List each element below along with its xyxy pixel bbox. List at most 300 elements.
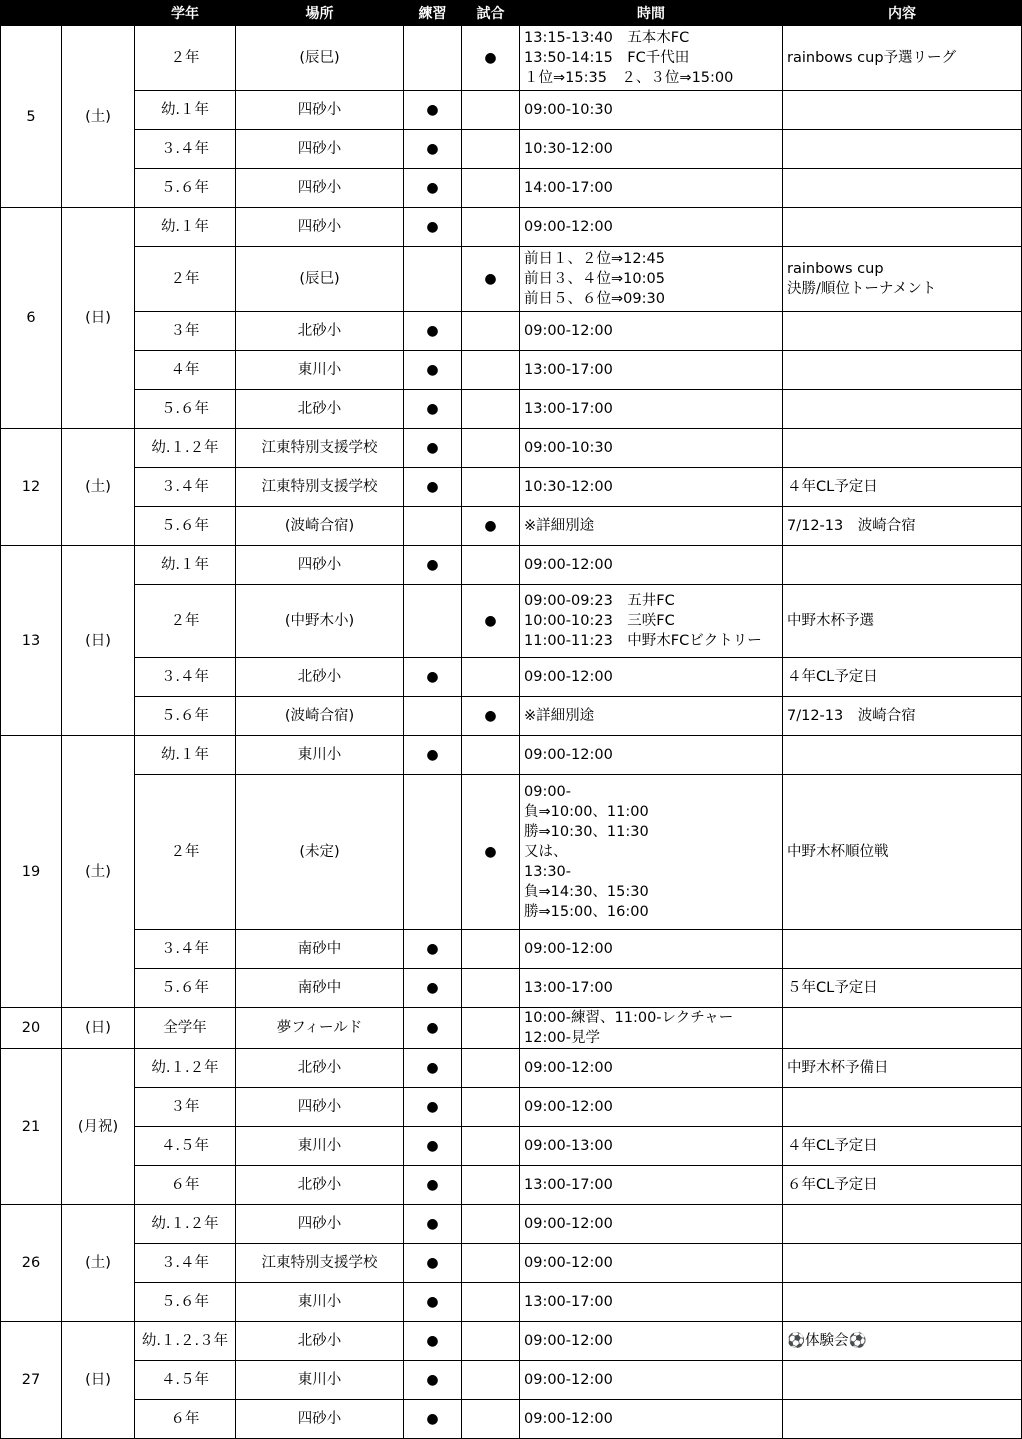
practice-cell: ● <box>404 1127 462 1166</box>
table-row <box>1 26 1022 91</box>
time-line: 09:00- <box>524 784 572 800</box>
grade-cell: ２年 <box>135 775 236 930</box>
table-row <box>1 1400 1022 1439</box>
time-cell <box>520 1166 783 1205</box>
place-cell: 東川小 <box>236 1361 404 1400</box>
time-line: 勝⇒10:30、11:30 <box>524 824 649 840</box>
time-line: 14:00-17:00 <box>524 180 613 196</box>
date-cell: 6 <box>1 208 62 429</box>
time-line: 09:00-12:00 <box>524 219 613 235</box>
time-line: 09:00-12:00 <box>524 747 613 763</box>
table-row <box>1 1361 1022 1400</box>
note-cell <box>783 169 1022 208</box>
grade-cell: ５.６年 <box>135 697 236 736</box>
match-cell <box>462 208 520 247</box>
grade-cell: ２年 <box>135 247 236 312</box>
match-cell <box>462 1008 520 1049</box>
grade-cell: ３.４年 <box>135 130 236 169</box>
weekday-cell: (日) <box>62 208 135 429</box>
note-line: ５年CL予定日 <box>787 980 878 996</box>
grade-cell: ６年 <box>135 1400 236 1439</box>
time-cell <box>520 26 783 91</box>
weekday-cell: (土) <box>62 736 135 1008</box>
note-cell <box>783 1205 1022 1244</box>
time-cell <box>520 736 783 775</box>
grade-cell: ５.６年 <box>135 969 236 1008</box>
practice-cell <box>404 775 462 930</box>
grade-cell: ３.４年 <box>135 1244 236 1283</box>
match-cell <box>462 1205 520 1244</box>
practice-cell: ● <box>404 1322 462 1361</box>
practice-cell: ● <box>404 1088 462 1127</box>
grade-cell: ３.４年 <box>135 930 236 969</box>
note-cell <box>783 351 1022 390</box>
place-cell: 北砂小 <box>236 312 404 351</box>
weekday-cell: (日) <box>62 1008 135 1049</box>
table-row <box>1 130 1022 169</box>
weekday-cell: (日) <box>62 546 135 736</box>
time-line: ※詳細別途 <box>524 708 595 724</box>
note-line: ４年CL予定日 <box>787 479 878 495</box>
practice-cell: ● <box>404 1244 462 1283</box>
time-line: 又は、 <box>524 844 568 860</box>
place-cell: (中野木小) <box>236 585 404 658</box>
grade-cell: ４.５年 <box>135 1127 236 1166</box>
table-row <box>1 736 1022 775</box>
header-match: 試合 <box>462 1 520 26</box>
time-cell <box>520 1283 783 1322</box>
table-row <box>1 697 1022 736</box>
place-cell: 江東特別支援学校 <box>236 429 404 468</box>
time-line: 10:30-12:00 <box>524 141 613 157</box>
place-cell: 四砂小 <box>236 208 404 247</box>
practice-cell: ● <box>404 130 462 169</box>
grade-cell: ４年 <box>135 351 236 390</box>
note-cell <box>783 1361 1022 1400</box>
practice-cell: ● <box>404 969 462 1008</box>
place-cell: 東川小 <box>236 351 404 390</box>
time-cell <box>520 312 783 351</box>
grade-cell: 幼.１.２年 <box>135 1205 236 1244</box>
place-cell: 四砂小 <box>236 169 404 208</box>
table-row <box>1 1322 1022 1361</box>
note-cell <box>783 1166 1022 1205</box>
time-line: 09:00-10:30 <box>524 102 613 118</box>
place-cell: 四砂小 <box>236 1205 404 1244</box>
time-cell <box>520 930 783 969</box>
grade-cell: ４.５年 <box>135 1361 236 1400</box>
time-line: 09:00-12:00 <box>524 1060 613 1076</box>
match-cell <box>462 736 520 775</box>
practice-cell: ● <box>404 658 462 697</box>
time-cell <box>520 697 783 736</box>
place-cell: 南砂中 <box>236 930 404 969</box>
match-cell <box>462 1400 520 1439</box>
note-line: ６年CL予定日 <box>787 1177 878 1193</box>
grade-cell: ５.６年 <box>135 507 236 546</box>
time-line: 09:00-12:00 <box>524 941 613 957</box>
weekday-cell: (土) <box>62 1205 135 1322</box>
match-cell <box>462 429 520 468</box>
note-line: 中野木杯予備日 <box>787 1060 889 1076</box>
weekday-cell: (月祝) <box>62 1049 135 1205</box>
time-line: 前日５、６位⇒09:30 <box>524 291 665 307</box>
time-cell <box>520 91 783 130</box>
place-cell: (辰巳) <box>236 247 404 312</box>
weekday-cell: (土) <box>62 26 135 208</box>
match-cell <box>462 1244 520 1283</box>
time-line: 09:00-12:00 <box>524 1216 613 1232</box>
grade-cell: ５.６年 <box>135 169 236 208</box>
header-place: 場所 <box>236 1 404 26</box>
time-cell <box>520 1244 783 1283</box>
time-cell <box>520 969 783 1008</box>
time-line: 13:00-17:00 <box>524 401 613 417</box>
note-cell <box>783 312 1022 351</box>
grade-cell: 全学年 <box>135 1008 236 1049</box>
place-cell: 東川小 <box>236 736 404 775</box>
table-row <box>1 1244 1022 1283</box>
date-cell: 20 <box>1 1008 62 1049</box>
match-cell <box>462 658 520 697</box>
header-practice: 練習 <box>404 1 462 26</box>
place-cell: 南砂中 <box>236 969 404 1008</box>
note-cell <box>783 775 1022 930</box>
time-line: 13:00-17:00 <box>524 362 613 378</box>
note-cell <box>783 969 1022 1008</box>
time-cell <box>520 1205 783 1244</box>
time-line: 12:00-見学 <box>524 1030 601 1046</box>
match-cell: ● <box>462 26 520 91</box>
time-line: 09:00-13:00 <box>524 1138 613 1154</box>
time-line: 勝⇒15:00、16:00 <box>524 904 649 920</box>
grade-cell: ２年 <box>135 585 236 658</box>
note-line: 中野木杯順位戦 <box>787 844 889 860</box>
note-cell <box>783 930 1022 969</box>
match-cell: ● <box>462 585 520 658</box>
note-cell <box>783 736 1022 775</box>
time-line: 11:00-11:23 中野木FCビクトリー <box>524 633 762 649</box>
table-row <box>1 169 1022 208</box>
place-cell: 四砂小 <box>236 91 404 130</box>
date-cell: 26 <box>1 1205 62 1322</box>
note-line: ４年CL予定日 <box>787 1138 878 1154</box>
table-row <box>1 390 1022 429</box>
practice-cell <box>404 585 462 658</box>
time-line: １位⇒15:35 ２、３位⇒15:00 <box>524 70 734 86</box>
time-line: 09:00-12:00 <box>524 1099 613 1115</box>
practice-cell: ● <box>404 930 462 969</box>
note-cell <box>783 91 1022 130</box>
note-cell <box>783 697 1022 736</box>
grade-cell: ５.６年 <box>135 390 236 429</box>
match-cell <box>462 169 520 208</box>
match-cell: ● <box>462 247 520 312</box>
grade-cell: 幼.１年 <box>135 736 236 775</box>
weekday-cell: (日) <box>62 1322 135 1439</box>
match-cell <box>462 390 520 429</box>
practice-cell: ● <box>404 351 462 390</box>
date-cell: 21 <box>1 1049 62 1205</box>
place-cell: 四砂小 <box>236 130 404 169</box>
time-line: 09:00-12:00 <box>524 1411 613 1427</box>
note-line: 7/12-13 波崎合宿 <box>787 708 916 724</box>
note-line: 7/12-13 波崎合宿 <box>787 518 916 534</box>
match-cell: ● <box>462 507 520 546</box>
time-line: 09:00-12:00 <box>524 557 613 573</box>
practice-cell: ● <box>404 1283 462 1322</box>
practice-cell <box>404 507 462 546</box>
grade-cell: 幼.１年 <box>135 546 236 585</box>
header-row <box>1 1 1022 26</box>
grade-cell: ３.４年 <box>135 468 236 507</box>
table-row <box>1 1088 1022 1127</box>
match-cell <box>462 546 520 585</box>
table-row <box>1 468 1022 507</box>
match-cell <box>462 1049 520 1088</box>
grade-cell: 幼.１年 <box>135 208 236 247</box>
time-cell <box>520 130 783 169</box>
time-cell <box>520 585 783 658</box>
note-cell <box>783 247 1022 312</box>
grade-cell: ５.６年 <box>135 1283 236 1322</box>
place-cell: 北砂小 <box>236 1322 404 1361</box>
match-cell <box>462 1361 520 1400</box>
time-cell <box>520 507 783 546</box>
match-cell <box>462 1088 520 1127</box>
table-row <box>1 546 1022 585</box>
time-cell <box>520 775 783 930</box>
table-row <box>1 91 1022 130</box>
match-cell <box>462 91 520 130</box>
place-cell: 四砂小 <box>236 1400 404 1439</box>
time-line: 13:00-17:00 <box>524 1177 613 1193</box>
practice-cell: ● <box>404 736 462 775</box>
table-row <box>1 1166 1022 1205</box>
note-line: rainbows cup予選リーグ <box>787 50 957 66</box>
practice-cell <box>404 697 462 736</box>
header-time: 時間 <box>520 1 783 26</box>
note-line: ４年CL予定日 <box>787 669 878 685</box>
table-row <box>1 208 1022 247</box>
time-line: 10:00-練習、11:00-レクチャー <box>524 1010 734 1026</box>
place-cell: 東川小 <box>236 1283 404 1322</box>
note-cell <box>783 390 1022 429</box>
table-row <box>1 1283 1022 1322</box>
practice-cell: ● <box>404 1049 462 1088</box>
place-cell: (辰巳) <box>236 26 404 91</box>
grade-cell: ２年 <box>135 26 236 91</box>
practice-cell: ● <box>404 1205 462 1244</box>
table-row <box>1 351 1022 390</box>
note-cell <box>783 1127 1022 1166</box>
grade-cell: 幼.１.２.３年 <box>135 1322 236 1361</box>
place-cell: 北砂小 <box>236 1049 404 1088</box>
table-row <box>1 429 1022 468</box>
time-line: 09:00-12:00 <box>524 1333 613 1349</box>
practice-cell: ● <box>404 208 462 247</box>
time-line: 09:00-12:00 <box>524 1255 613 1271</box>
time-line: 10:00-10:23 三咲FC <box>524 613 675 629</box>
match-cell <box>462 1283 520 1322</box>
table-row <box>1 1127 1022 1166</box>
time-cell <box>520 208 783 247</box>
match-cell <box>462 312 520 351</box>
time-cell <box>520 658 783 697</box>
time-line: 前日３、４位⇒10:05 <box>524 271 665 287</box>
table-row <box>1 930 1022 969</box>
place-cell: 江東特別支援学校 <box>236 468 404 507</box>
table-row <box>1 247 1022 312</box>
practice-cell: ● <box>404 312 462 351</box>
table-row <box>1 1008 1022 1049</box>
match-cell <box>462 1166 520 1205</box>
note-cell <box>783 658 1022 697</box>
grade-cell: 幼.１.２年 <box>135 429 236 468</box>
note-cell <box>783 468 1022 507</box>
note-cell <box>783 208 1022 247</box>
note-cell <box>783 130 1022 169</box>
place-cell: 北砂小 <box>236 390 404 429</box>
time-line: 13:30- <box>524 864 572 880</box>
practice-cell <box>404 26 462 91</box>
match-cell: ● <box>462 775 520 930</box>
time-cell <box>520 1008 783 1049</box>
match-cell <box>462 1127 520 1166</box>
header-date <box>1 1 62 26</box>
note-line: 中野木杯予選 <box>787 613 874 629</box>
table-row <box>1 658 1022 697</box>
practice-cell: ● <box>404 390 462 429</box>
practice-cell: ● <box>404 1008 462 1049</box>
time-line: 負⇒14:30、15:30 <box>524 884 649 900</box>
place-cell: (波崎合宿) <box>236 697 404 736</box>
place-cell: 四砂小 <box>236 1088 404 1127</box>
time-line: 13:50-14:15 FC千代田 <box>524 50 690 66</box>
time-line: 09:00-09:23 五井FC <box>524 593 675 609</box>
note-cell <box>783 429 1022 468</box>
table-row <box>1 507 1022 546</box>
match-cell <box>462 969 520 1008</box>
time-cell <box>520 429 783 468</box>
table-row <box>1 969 1022 1008</box>
grade-cell: ３年 <box>135 1088 236 1127</box>
place-cell: 北砂小 <box>236 1166 404 1205</box>
time-line: 13:15-13:40 五本木FC <box>524 30 690 46</box>
time-line: 10:30-12:00 <box>524 479 613 495</box>
date-cell: 5 <box>1 26 62 208</box>
table-row <box>1 1205 1022 1244</box>
time-line: ※詳細別途 <box>524 518 595 534</box>
header-note: 内容 <box>783 1 1022 26</box>
table-row <box>1 775 1022 930</box>
table-row <box>1 312 1022 351</box>
grade-cell: ６年 <box>135 1166 236 1205</box>
note-cell <box>783 1049 1022 1088</box>
note-cell <box>783 1400 1022 1439</box>
table-row <box>1 585 1022 658</box>
grade-cell: 幼.１.２年 <box>135 1049 236 1088</box>
grade-cell: 幼.１年 <box>135 91 236 130</box>
practice-cell: ● <box>404 546 462 585</box>
practice-cell: ● <box>404 1400 462 1439</box>
header-dow <box>62 1 135 26</box>
note-cell <box>783 1008 1022 1049</box>
match-cell <box>462 351 520 390</box>
place-cell: (未定) <box>236 775 404 930</box>
place-cell: 江東特別支援学校 <box>236 1244 404 1283</box>
note-cell <box>783 1322 1022 1361</box>
time-line: 13:00-17:00 <box>524 1294 613 1310</box>
practice-cell: ● <box>404 1361 462 1400</box>
note-line: ⚽体験会⚽ <box>787 1333 867 1349</box>
time-cell <box>520 1322 783 1361</box>
place-cell: 北砂小 <box>236 658 404 697</box>
date-cell: 12 <box>1 429 62 546</box>
time-line: 前日１、２位⇒12:45 <box>524 251 665 267</box>
time-cell <box>520 546 783 585</box>
place-cell: 東川小 <box>236 1127 404 1166</box>
place-cell: 夢フィールド <box>236 1008 404 1049</box>
practice-cell <box>404 247 462 312</box>
note-line: 決勝/順位トーナメント <box>787 281 937 297</box>
time-cell <box>520 1127 783 1166</box>
note-cell <box>783 507 1022 546</box>
time-line: 負⇒10:00、11:00 <box>524 804 649 820</box>
match-cell <box>462 930 520 969</box>
header-grade: 学年 <box>135 1 236 26</box>
practice-cell: ● <box>404 169 462 208</box>
time-line: 09:00-12:00 <box>524 669 613 685</box>
time-line: 13:00-17:00 <box>524 980 613 996</box>
match-cell <box>462 468 520 507</box>
note-cell <box>783 1088 1022 1127</box>
time-line: 09:00-12:00 <box>524 323 613 339</box>
time-cell <box>520 1049 783 1088</box>
date-cell: 27 <box>1 1322 62 1439</box>
place-cell: (波崎合宿) <box>236 507 404 546</box>
time-cell <box>520 390 783 429</box>
date-cell: 19 <box>1 736 62 1008</box>
time-cell <box>520 1088 783 1127</box>
time-line: 09:00-12:00 <box>524 1372 613 1388</box>
place-cell: 四砂小 <box>236 546 404 585</box>
date-cell: 13 <box>1 546 62 736</box>
match-cell <box>462 1322 520 1361</box>
match-cell: ● <box>462 697 520 736</box>
note-cell <box>783 1283 1022 1322</box>
practice-cell: ● <box>404 468 462 507</box>
match-cell <box>462 130 520 169</box>
practice-cell: ● <box>404 429 462 468</box>
note-cell <box>783 546 1022 585</box>
grade-cell: ３年 <box>135 312 236 351</box>
time-line: 09:00-10:30 <box>524 440 613 456</box>
table-row <box>1 1049 1022 1088</box>
time-cell <box>520 468 783 507</box>
note-cell <box>783 1244 1022 1283</box>
grade-cell: ３.４年 <box>135 658 236 697</box>
practice-cell: ● <box>404 91 462 130</box>
time-cell <box>520 351 783 390</box>
time-cell <box>520 247 783 312</box>
practice-cell: ● <box>404 1166 462 1205</box>
time-cell <box>520 169 783 208</box>
note-cell <box>783 26 1022 91</box>
time-cell <box>520 1400 783 1439</box>
time-cell <box>520 1361 783 1400</box>
weekday-cell: (土) <box>62 429 135 546</box>
